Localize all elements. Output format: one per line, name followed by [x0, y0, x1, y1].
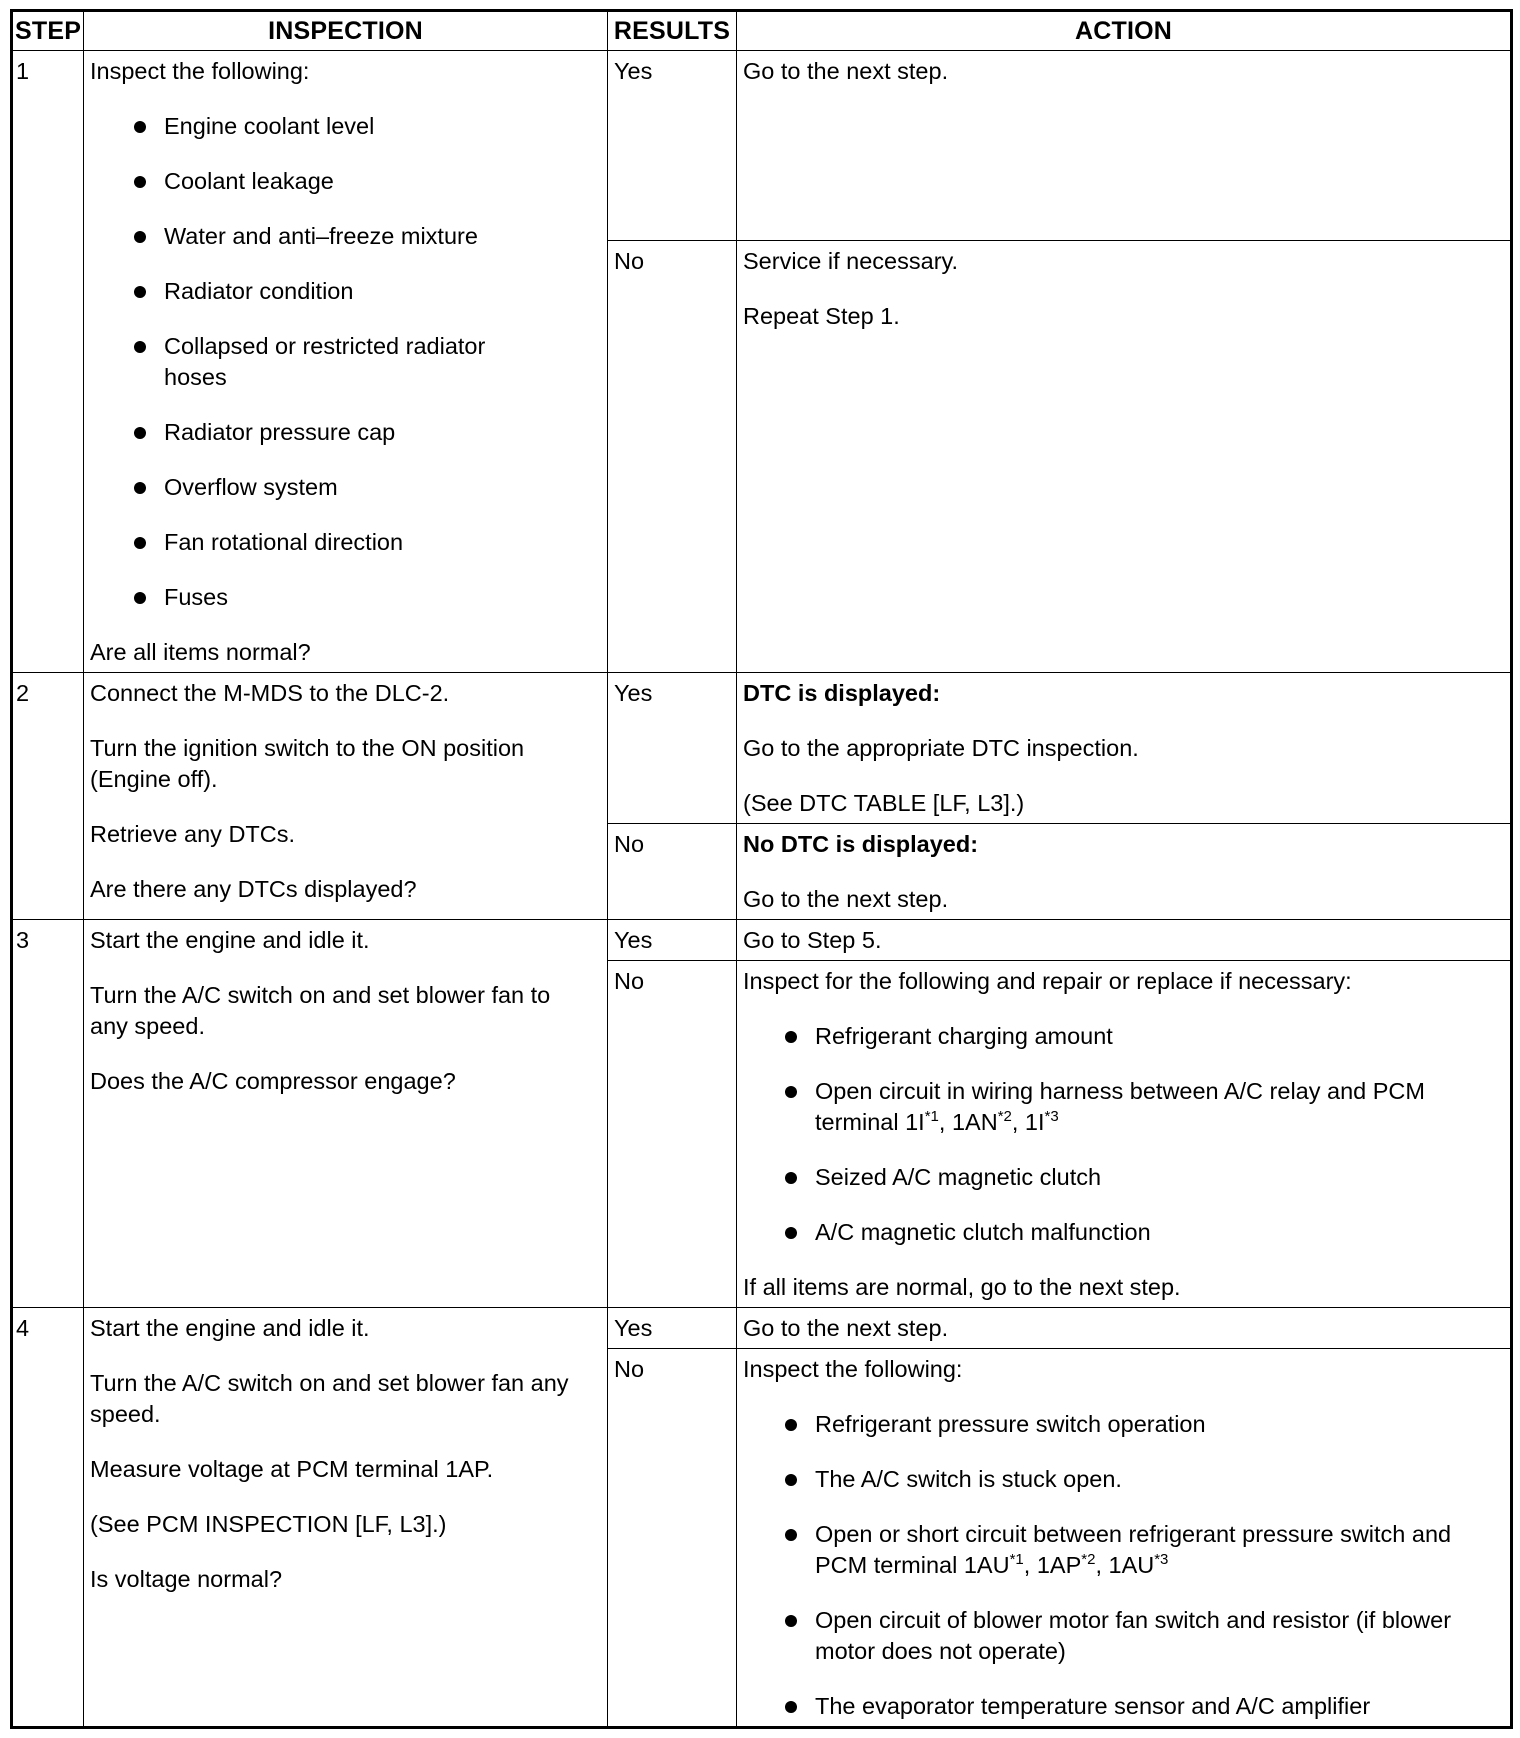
footnote-marker: *1	[924, 1108, 939, 1126]
action-reference: (See DTC TABLE [LF, L3].)	[743, 790, 1025, 816]
list-item	[785, 1519, 1455, 1581]
header-step: STEP	[12, 11, 84, 51]
inspection-text: Start the engine and idle it.	[90, 927, 370, 953]
step-row-4	[12, 1308, 1512, 1349]
footnote-marker: *3	[1154, 1551, 1169, 1569]
list-item: The evaporator temperature sensor and A/C amplifier	[785, 1691, 1504, 1722]
inspection-text: Turn the ignition switch to the ON position (Engine off).	[90, 735, 525, 792]
list-item: Refrigerant pressure switch operation	[785, 1409, 1504, 1440]
action-text: Service if necessary.	[743, 248, 959, 274]
inspection-text: Turn the A/C switch on and set blower fan any speed.	[90, 1370, 569, 1427]
action-text: Inspect for the following and repair or replace if necessary:	[743, 968, 1352, 994]
result-yes: Yes	[608, 673, 737, 824]
diagnostic-table	[10, 9, 1513, 1729]
step-row-1	[12, 51, 1512, 241]
result-no: No	[608, 1349, 737, 1728]
list-item: Radiator condition	[134, 276, 601, 307]
action-no	[737, 241, 1512, 673]
list-item: Fan rotational direction	[134, 527, 601, 558]
inspection-text: Inspect the following:	[90, 58, 310, 84]
inspection-cell	[84, 920, 608, 1308]
inspection-reference: (See PCM INSPECTION [LF, L3].)	[90, 1511, 447, 1537]
inspection-text: Measure voltage at PCM terminal 1AP.	[90, 1456, 494, 1482]
inspection-cell	[84, 1308, 608, 1728]
header-results: RESULTS	[608, 11, 737, 51]
step-number: 1	[12, 51, 84, 673]
list-item-text: Open or short circuit between refrigerant pressure switch and PCM terminal 1AU	[815, 1521, 1452, 1578]
step-row-3	[12, 920, 1512, 961]
list-item: Coolant leakage	[134, 166, 601, 197]
result-no: No	[608, 824, 737, 920]
terminal-code: , 1AP	[1023, 1552, 1082, 1578]
list-item	[785, 1076, 1504, 1138]
action-yes	[737, 1308, 1512, 1349]
inspection-list	[90, 111, 601, 613]
result-yes: Yes	[608, 1308, 737, 1349]
list-item: Water and anti–freeze mixture	[134, 221, 601, 252]
result-no: No	[608, 241, 737, 673]
action-text: Go to Step 5.	[743, 927, 882, 953]
list-item: Engine coolant level	[134, 111, 601, 142]
action-text: Go to the next step.	[743, 58, 949, 84]
list-item: Overflow system	[134, 472, 601, 503]
list-item: Radiator pressure cap	[134, 417, 601, 448]
step-number: 4	[12, 1308, 84, 1728]
terminal-code: , 1AN	[938, 1109, 998, 1135]
inspection-text: Turn the A/C switch on and set blower fan to any speed.	[90, 982, 551, 1039]
inspection-text: Retrieve any DTCs.	[90, 821, 296, 847]
action-no	[737, 961, 1512, 1308]
action-text: Repeat Step 1.	[743, 303, 900, 329]
terminal-code: , 1AU	[1095, 1552, 1155, 1578]
footnote-marker: *2	[1081, 1551, 1096, 1569]
footnote-marker: *1	[1009, 1551, 1024, 1569]
action-heading: No DTC is displayed:	[743, 831, 979, 857]
list-item: Fuses	[134, 582, 601, 613]
inspection-text: Start the engine and idle it.	[90, 1315, 370, 1341]
step-row-2	[12, 673, 1512, 824]
action-text: Inspect the following:	[743, 1356, 963, 1382]
footnote-marker: *2	[997, 1108, 1012, 1126]
action-heading: DTC is displayed:	[743, 680, 941, 706]
list-item: Seized A/C magnetic clutch	[785, 1162, 1504, 1193]
inspection-question: Are there any DTCs displayed?	[90, 876, 417, 902]
step-number: 3	[12, 920, 84, 1308]
action-yes	[737, 673, 1512, 824]
action-yes	[737, 920, 1512, 961]
result-yes: Yes	[608, 920, 737, 961]
action-text: Go to the appropriate DTC inspection.	[743, 735, 1139, 761]
inspection-text: Connect the M-MDS to the DLC-2.	[90, 680, 450, 706]
inspection-question: Are all items normal?	[90, 639, 311, 665]
diagnostic-table-container	[10, 9, 1510, 1729]
action-text: Go to the next step.	[743, 886, 949, 912]
inspection-question: Does the A/C compressor engage?	[90, 1068, 456, 1094]
action-list	[743, 1409, 1504, 1722]
list-item-text: Open circuit in wiring harness between A/C relay and PCM terminal 1I	[815, 1078, 1425, 1135]
inspection-question: Is voltage normal?	[90, 1566, 283, 1592]
result-no: No	[608, 961, 737, 1308]
list-item: Collapsed or restricted radiator hoses	[134, 331, 494, 393]
list-item: A/C magnetic clutch malfunction	[785, 1217, 1504, 1248]
action-no	[737, 1349, 1512, 1728]
list-item: Refrigerant charging amount	[785, 1021, 1504, 1052]
header-row	[12, 11, 1512, 51]
action-text: If all items are normal, go to the next step.	[743, 1274, 1181, 1300]
step-number: 2	[12, 673, 84, 920]
inspection-cell	[84, 673, 608, 920]
footnote-marker: *3	[1044, 1108, 1059, 1126]
header-inspection: INSPECTION	[84, 11, 608, 51]
action-yes	[737, 51, 1512, 241]
result-yes: Yes	[608, 51, 737, 241]
inspection-cell	[84, 51, 608, 673]
list-item: The A/C switch is stuck open.	[785, 1464, 1504, 1495]
action-text: Go to the next step.	[743, 1315, 949, 1341]
terminal-code: , 1I	[1011, 1109, 1045, 1135]
action-list	[743, 1021, 1504, 1248]
list-item: Open circuit of blower motor fan switch and resistor (if blower motor does not operate)	[785, 1605, 1455, 1667]
action-no	[737, 824, 1512, 920]
header-action: ACTION	[737, 11, 1512, 51]
